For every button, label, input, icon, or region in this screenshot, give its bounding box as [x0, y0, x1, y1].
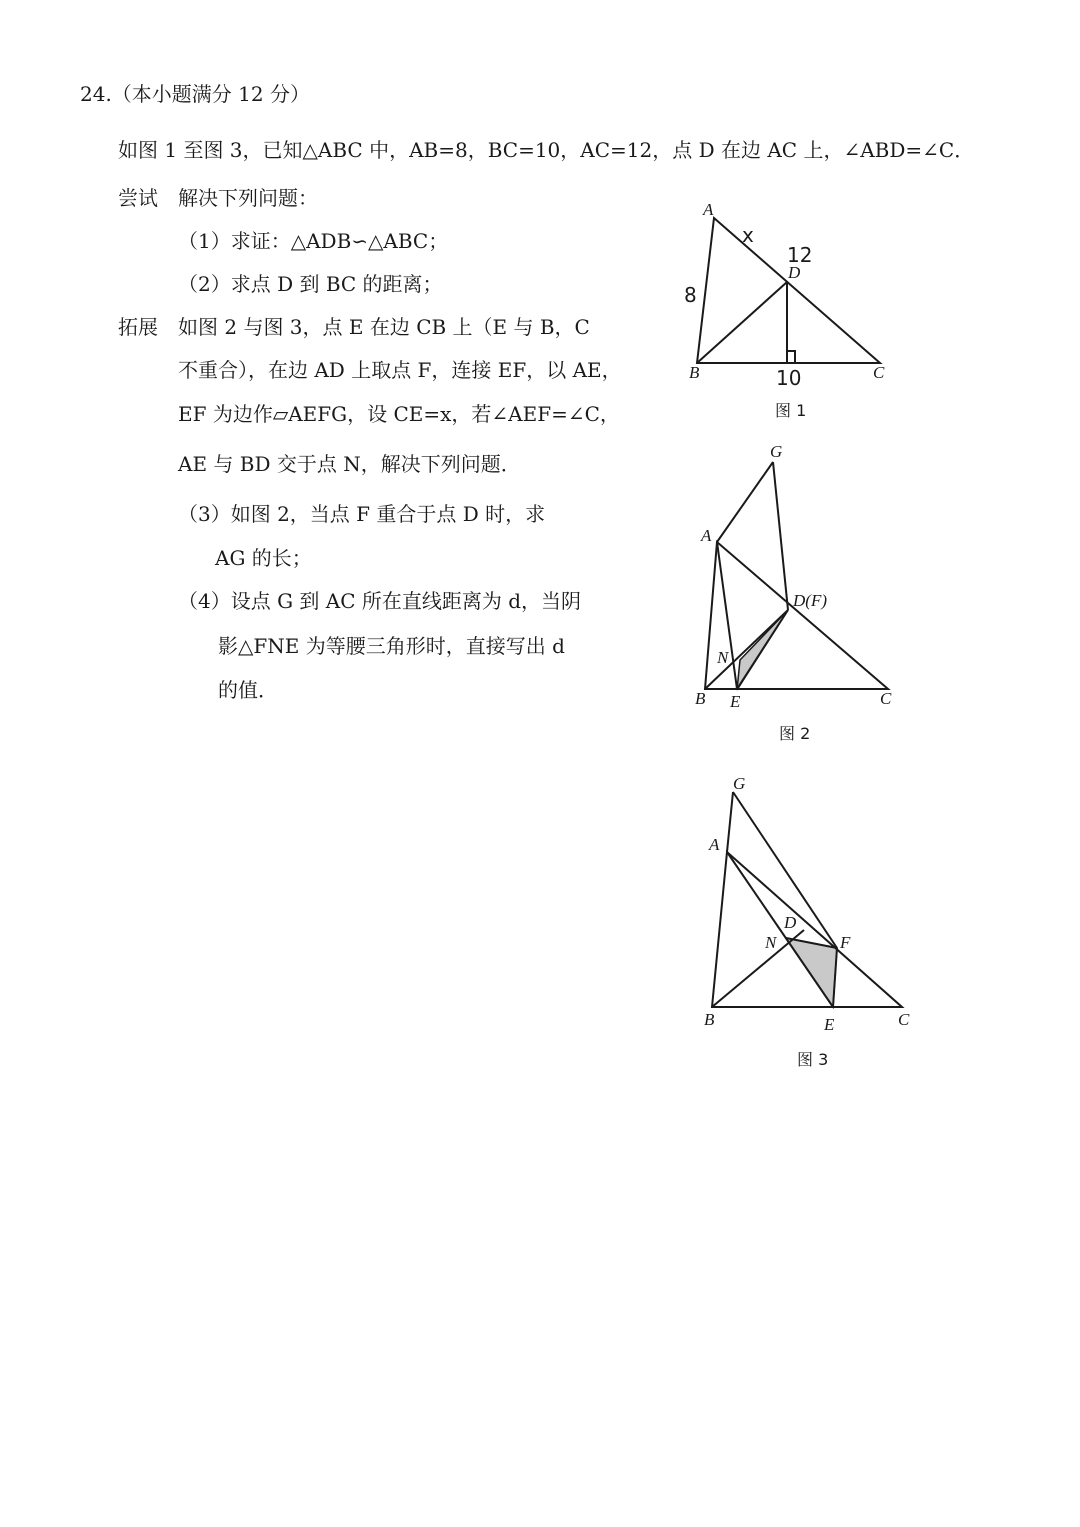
fig2-label-c: C — [880, 689, 892, 708]
subquestion-2: （2）求点 D 到 BC 的距离； — [178, 272, 443, 296]
fig3-caption: 图 3 — [797, 1050, 829, 1069]
subquestion-4-line-1: （4）设点 G 到 AC 所在直线距离为 d，当阴 — [178, 589, 582, 613]
fig3-label-a: A — [709, 835, 720, 854]
fig3-label-b: B — [704, 1010, 715, 1029]
extension-line-2: 不重合），在边 AD 上取点 F，连接 EF，以 AE， — [178, 358, 622, 382]
fig1-caption: 图 1 — [775, 401, 807, 420]
fig2-label-a: A — [701, 526, 712, 545]
fig1-label-a: A — [703, 200, 714, 219]
question-header: 24.（本小题满分 12 分） — [80, 82, 310, 106]
fig3-segment-ae — [727, 852, 833, 1007]
fig3-label-g: G — [733, 774, 746, 793]
fig3-label-n: N — [765, 933, 777, 952]
fig1-handwritten-10: 10 — [776, 366, 802, 390]
fig2-label-e: E — [730, 692, 741, 711]
subquestion-3-line-2: AG 的长； — [215, 546, 312, 570]
fig1-label-d: D — [788, 263, 801, 282]
extension-line-3: EF 为边作▱AEFG，设 CE=x，若∠AEF=∠C， — [178, 402, 620, 426]
fig2-label-g: G — [770, 442, 783, 461]
fig2-label-n: N — [717, 648, 729, 667]
fig3-label-e: E — [824, 1015, 835, 1034]
subquestion-4-line-2: 影△FNE 为等腰三角形时，直接写出 d — [218, 634, 565, 658]
fig1-handwritten-x: x — [742, 223, 754, 247]
try-text: 解决下列问题： — [178, 186, 318, 210]
subquestion-1: （1）求证：△ADB∽△ABC； — [178, 229, 449, 253]
fig2-caption: 图 2 — [779, 724, 811, 743]
fig3-label-d: D — [784, 913, 797, 932]
fig1-handwritten-8: 8 — [684, 283, 697, 307]
extension-label: 拓展 — [118, 315, 158, 339]
fig1-handwritten-12: 12 — [787, 243, 813, 267]
question-intro: 如图 1 至图 3，已知△ABC 中，AB=8，BC=10，AC=12，点 D 在边 AC 上，∠ABD=∠C． — [118, 138, 975, 162]
subquestion-4-line-3: 的值． — [218, 678, 278, 702]
fig2-label-d: D(F) — [793, 591, 827, 610]
fig1-label-b: B — [689, 363, 700, 382]
fig2-label-b: B — [695, 689, 706, 708]
extension-line-4: AE 与 BD 交于点 N，解决下列问题． — [178, 452, 521, 476]
fig3-label-c: C — [898, 1010, 910, 1029]
subquestion-3-line-1: （3）如图 2，当点 F 重合于点 D 时，求 — [178, 502, 546, 526]
fig3-segment-ag — [727, 792, 733, 852]
fig1-label-c: C — [873, 363, 885, 382]
fig3-label-f: F — [840, 933, 851, 952]
fig3-segment-bd — [712, 930, 804, 1007]
extension-line-1: 如图 2 与图 3，点 E 在边 CB 上（E 与 B，C — [178, 315, 590, 339]
try-label: 尝试 — [118, 186, 158, 210]
